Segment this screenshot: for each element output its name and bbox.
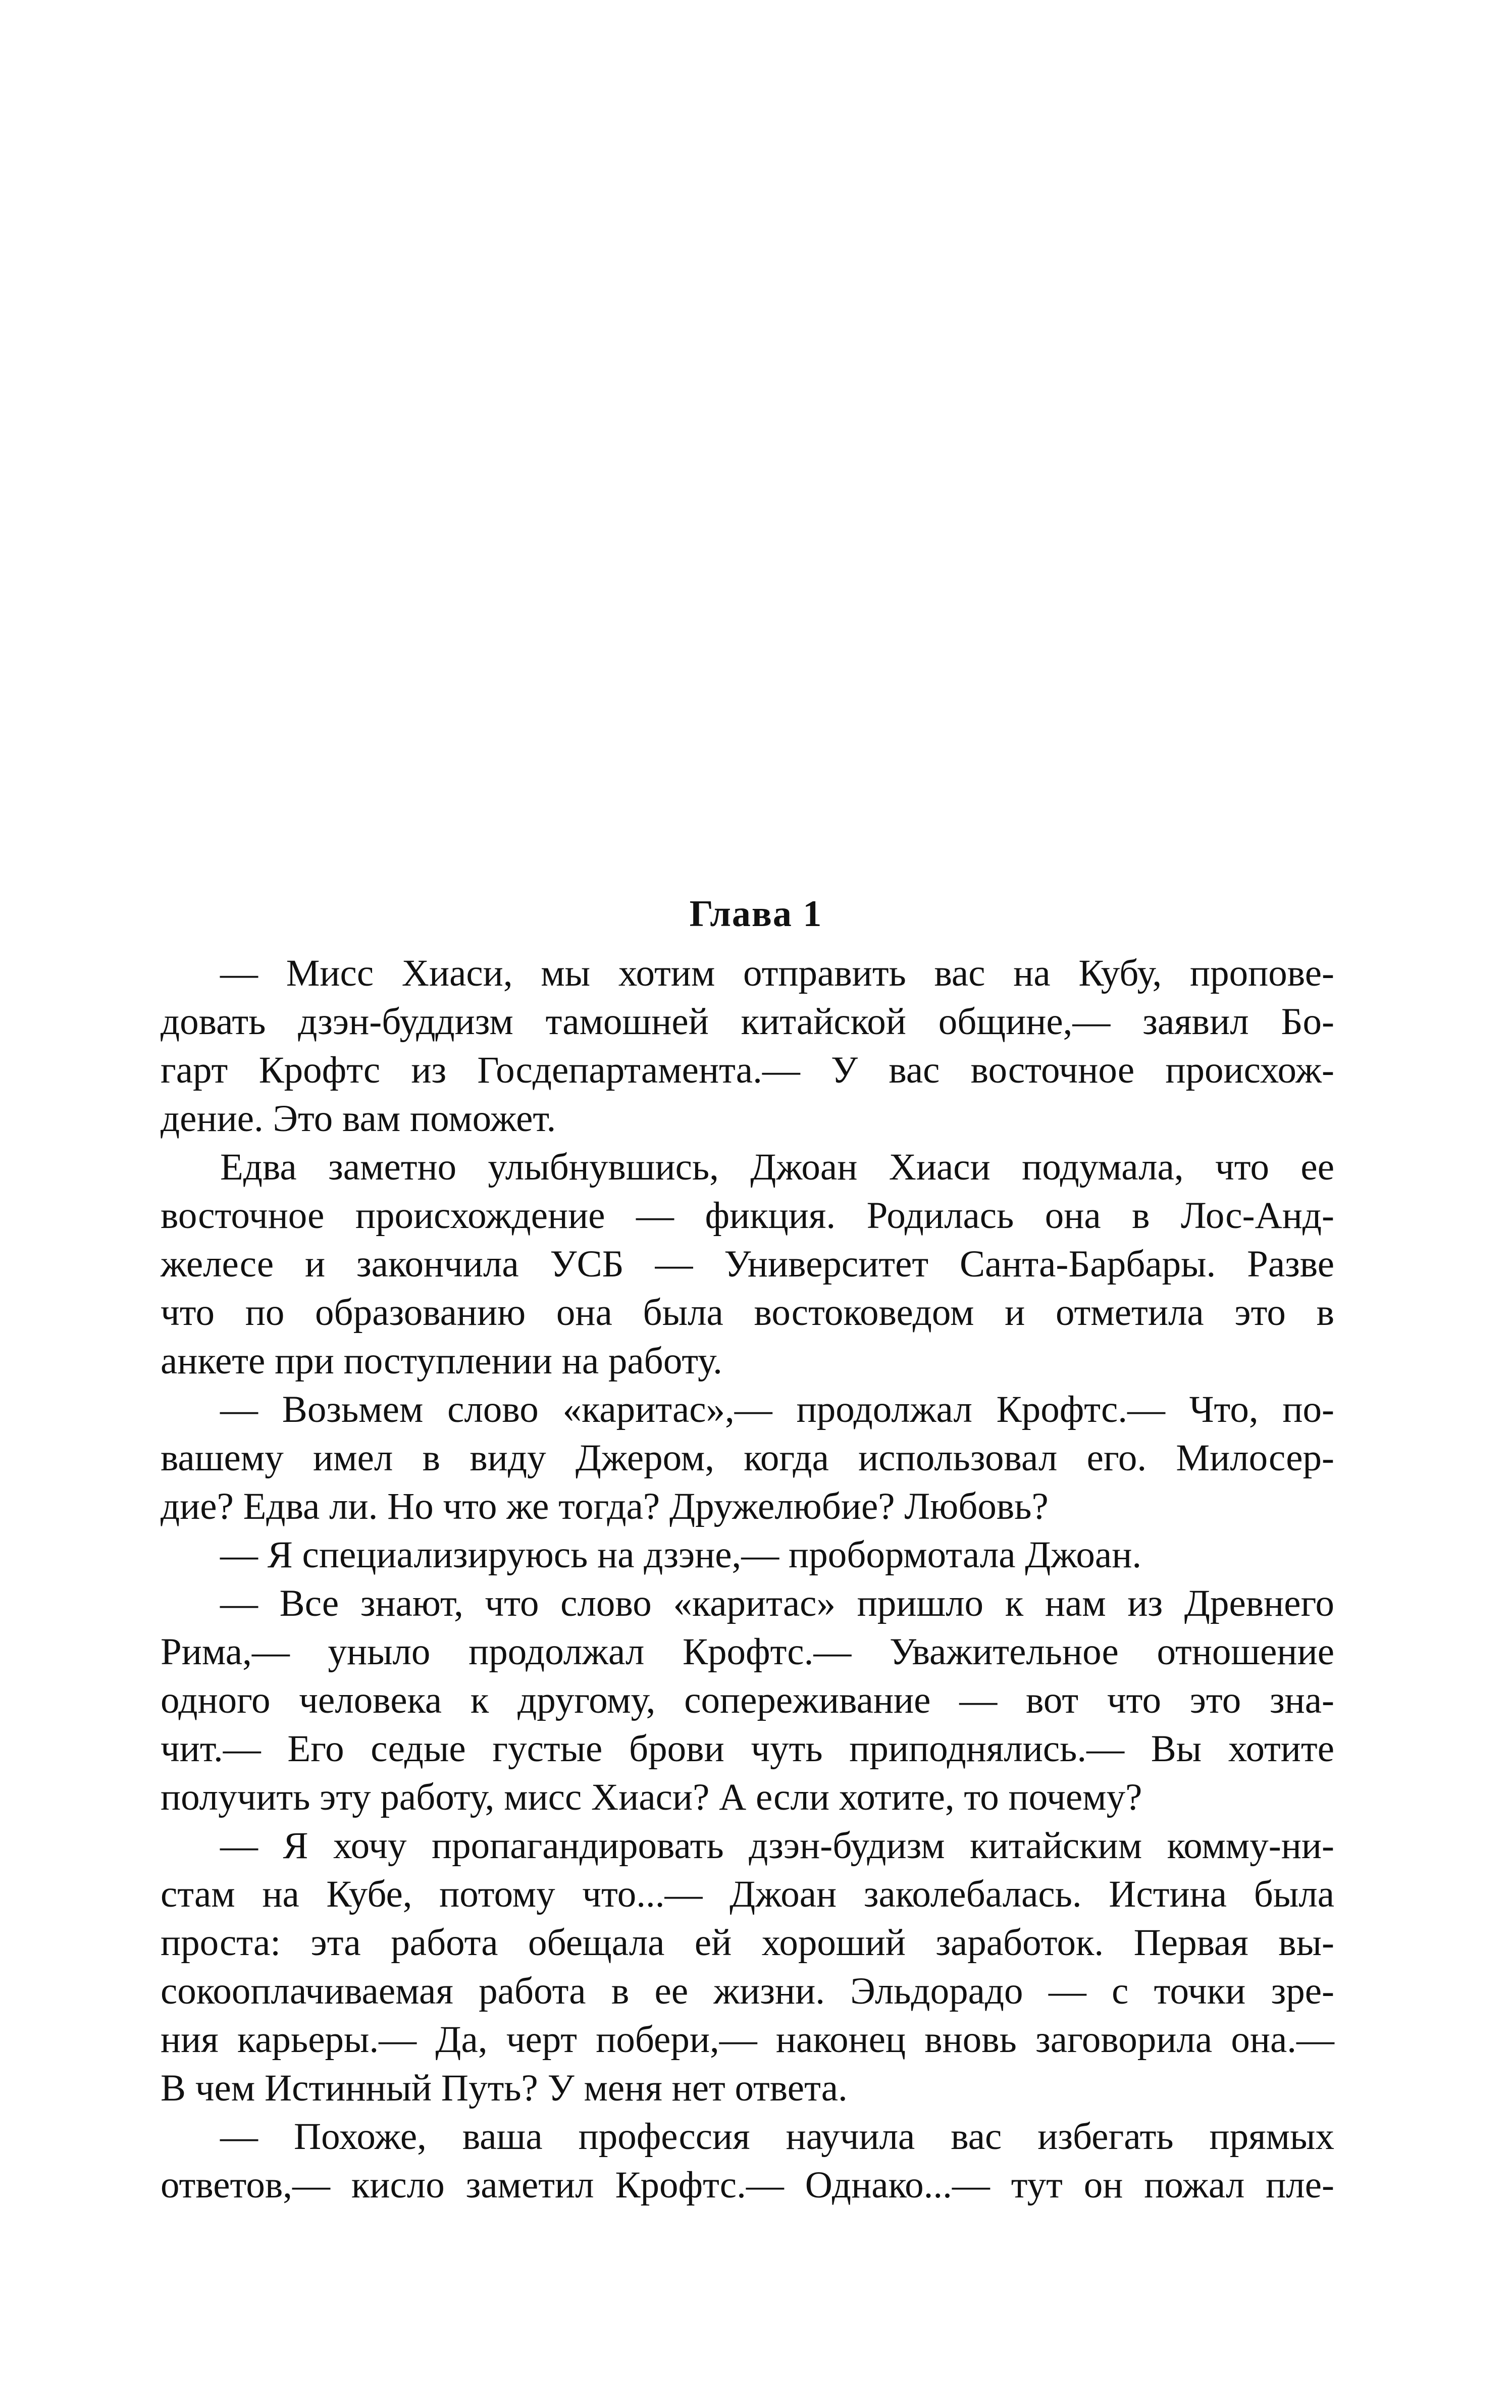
text-line: получить эту работу, мисс Хиаси? А если хотите, то почему? bbox=[161, 1776, 1142, 1818]
paragraph bbox=[161, 1822, 1334, 2113]
paragraph bbox=[161, 1386, 1334, 1531]
text-line: анкете при поступлении на работу. bbox=[161, 1340, 722, 1382]
text-line: что по образованию она была востоковедом и отметила это в bbox=[161, 1292, 1334, 1334]
text-line: желесе и закончила УСБ — Университет Санта-Барбары. Разве bbox=[161, 1243, 1334, 1285]
chapter-title: Глава 1 bbox=[689, 893, 823, 935]
text-line: — Все знают, что слово «каритас» пришло к нам из Древнего bbox=[220, 1582, 1334, 1624]
text-line: В чем Истинный Путь? У меня нет ответа. bbox=[161, 2067, 848, 2109]
text-line: — Похоже, ваша профессия научила вас избегать прямых bbox=[220, 2116, 1334, 2158]
text-line: дие? Едва ли. Но что же тогда? Дружелюбие? Любовь? bbox=[161, 1485, 1049, 1527]
text-line: восточное происхождение — фикция. Родилась она в Лос-Анд- bbox=[161, 1195, 1334, 1237]
text-line: довать дзэн-буддизм тамошней китайской общине,— заявил Бо- bbox=[161, 1001, 1334, 1043]
text-line: — Я хочу пропагандировать дзэн-будизм китайским комму-ни- bbox=[220, 1825, 1334, 1867]
text-line: проста: эта работа обещала ей хороший заработок. Первая вы- bbox=[161, 1922, 1334, 1964]
text-line: гарт Крофтс из Госдепартамента.— У вас восточное происхож- bbox=[161, 1049, 1334, 1091]
text-line: вашему имел в виду Джером, когда использовал его. Милосер- bbox=[161, 1437, 1334, 1479]
text-line: чит.— Его седые густые брови чуть приподнялись.— Вы хотите bbox=[161, 1728, 1334, 1770]
body-text bbox=[161, 949, 1334, 2210]
paragraph bbox=[161, 1143, 1334, 1386]
text-line: стам на Кубе, потому что...— Джоан заколебалась. Истина была bbox=[161, 1873, 1334, 1915]
paragraph bbox=[161, 1531, 1334, 1579]
text-line: одного человека к другому, сопереживание — вот что это зна- bbox=[161, 1679, 1334, 1721]
text-line: ответов,— кисло заметил Крофтс.— Однако...— тут он пожал пле- bbox=[161, 2164, 1334, 2206]
paragraph bbox=[161, 949, 1334, 1143]
paragraph bbox=[161, 2113, 1334, 2210]
paragraph bbox=[161, 1579, 1334, 1822]
text-line: — Возьмем слово «каритас»,— продолжал Крофтс.— Что, по- bbox=[220, 1389, 1334, 1430]
text-line: сокооплачиваемая работа в ее жизни. Эльдорадо — с точки зре- bbox=[161, 1970, 1334, 2012]
text-line: Рима,— уныло продолжал Крофтс.— Уважительное отношение bbox=[161, 1631, 1334, 1673]
text-line: — Я специализируюсь на дзэне,— пробормотала Джоан. bbox=[220, 1534, 1142, 1576]
text-line: — Мисс Хиаси, мы хотим отправить вас на Кубу, пропове- bbox=[220, 952, 1334, 994]
text-line: дение. Это вам поможет. bbox=[161, 1098, 556, 1140]
text-line: ния карьеры.— Да, черт побери,— наконец вновь заговорила она.— bbox=[161, 2019, 1334, 2061]
text-line: Едва заметно улыбнувшись, Джоан Хиаси подумала, что ее bbox=[220, 1146, 1334, 1188]
